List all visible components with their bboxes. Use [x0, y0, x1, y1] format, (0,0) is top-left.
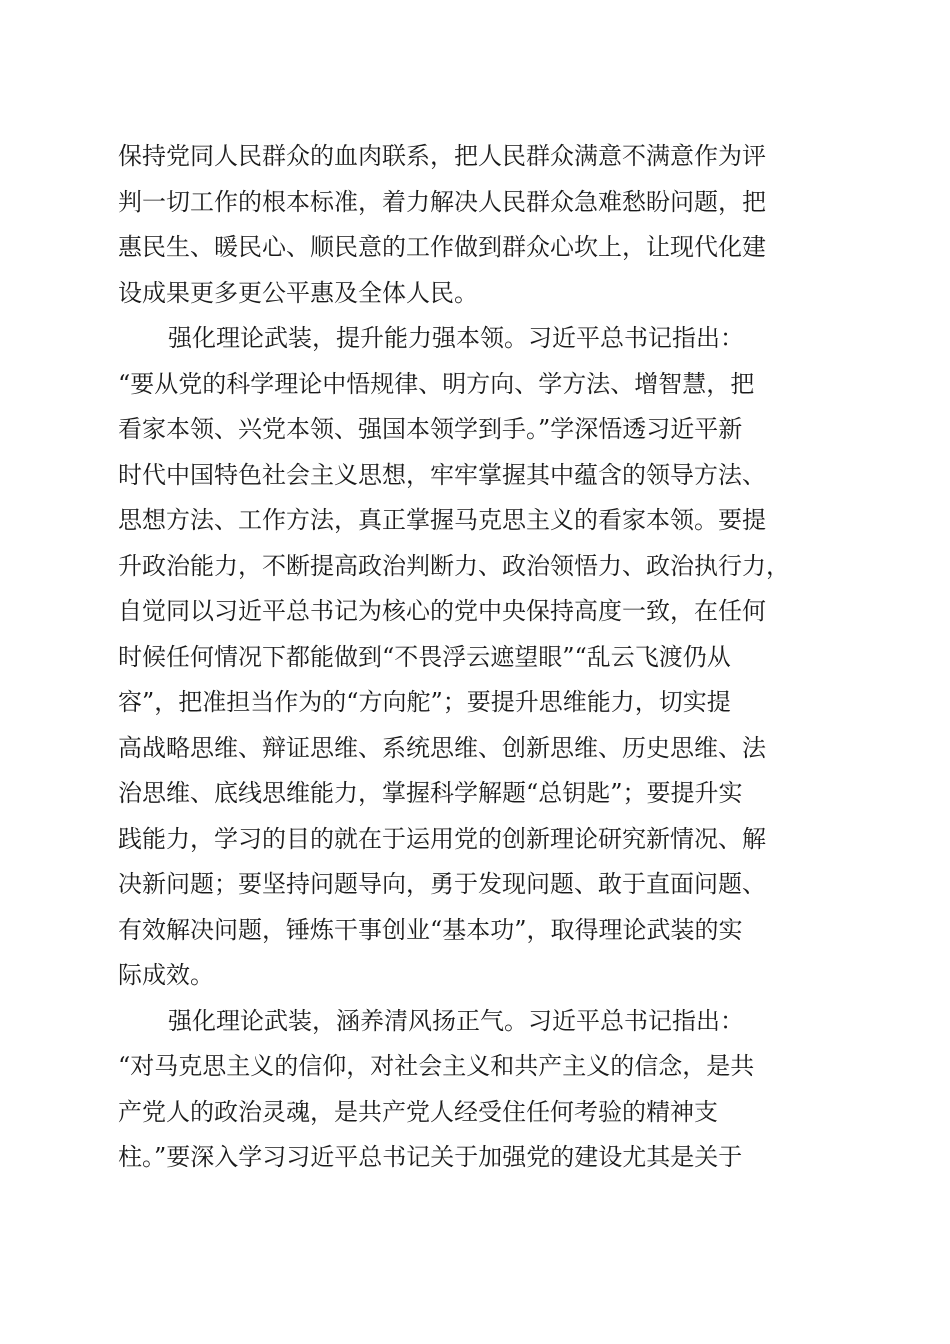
text-line: 有效解决问题，锤炼干事创业“基本功”，取得理论武装的实: [118, 915, 743, 944]
paragraph-first-line: 强化理论武装，提升能力强本领。习近平总书记指出：: [168, 324, 744, 352]
text-line: 思想方法、工作方法，真正掌握马克思主义的看家本领。要提: [118, 506, 766, 534]
text-line: “对马克思主义的信仰，对社会主义和共产主义的信念，是共: [118, 1052, 755, 1080]
text-line: 决新问题；要坚持问题导向，勇于发现问题、敢于直面问题、: [118, 870, 766, 898]
text-line: 治思维、底线思维能力，掌握科学解题“总钥匙”；要提升实: [118, 779, 743, 807]
document-body: [118, 134, 838, 1181]
text-line: 产党人的政治灵魂，是共产党人经受住任何考验的精神支: [118, 1097, 718, 1126]
text-line: 保持党同人民群众的血肉联系，把人民群众满意不满意作为评: [118, 142, 766, 170]
text-line: 升政治能力，不断提高政治判断力、政治领悟力、政治执行力，: [118, 551, 790, 580]
text-line: 容”，把准担当作为的“方向舵”；要提升思维能力，切实提: [118, 688, 731, 716]
text-line: 高战略思维、辩证思维、系统思维、创新思维、历史思维、法: [118, 733, 766, 762]
text-line: 自觉同以习近平总书记为核心的党中央保持高度一致，在任何: [118, 597, 766, 625]
text-line: “要从党的科学理论中悟规律、明方向、学方法、增智慧，把: [118, 369, 755, 398]
text-line: 践能力，学习的目的就在于运用党的创新理论研究新情况、解: [118, 824, 766, 853]
text-line: 设成果更多更公平惠及全体人民。: [118, 278, 478, 307]
text-line: 时候任何情况下都能做到“不畏浮云遮望眼”“乱云飞渡仍从: [118, 642, 731, 671]
paragraph-first-line: 强化理论武装，涵养清风扬正气。习近平总书记指出：: [168, 1006, 744, 1035]
text-line: 时代中国特色社会主义思想，牢牢掌握其中蕴含的领导方法、: [118, 460, 766, 489]
text-line: 看家本领、兴党本领、强国本领学到手。”学深悟透习近平新: [118, 415, 743, 443]
text-line: 判一切工作的根本标准，着力解决人民群众急难愁盼问题，把: [118, 187, 766, 216]
text-line: 惠民生、暖民心、顺民意的工作做到群众心坎上，让现代化建: [118, 233, 766, 261]
text-line: 柱。”要深入学习习近平总书记关于加强党的建设尤其是关于: [118, 1143, 743, 1171]
text-line: 际成效。: [118, 961, 214, 989]
